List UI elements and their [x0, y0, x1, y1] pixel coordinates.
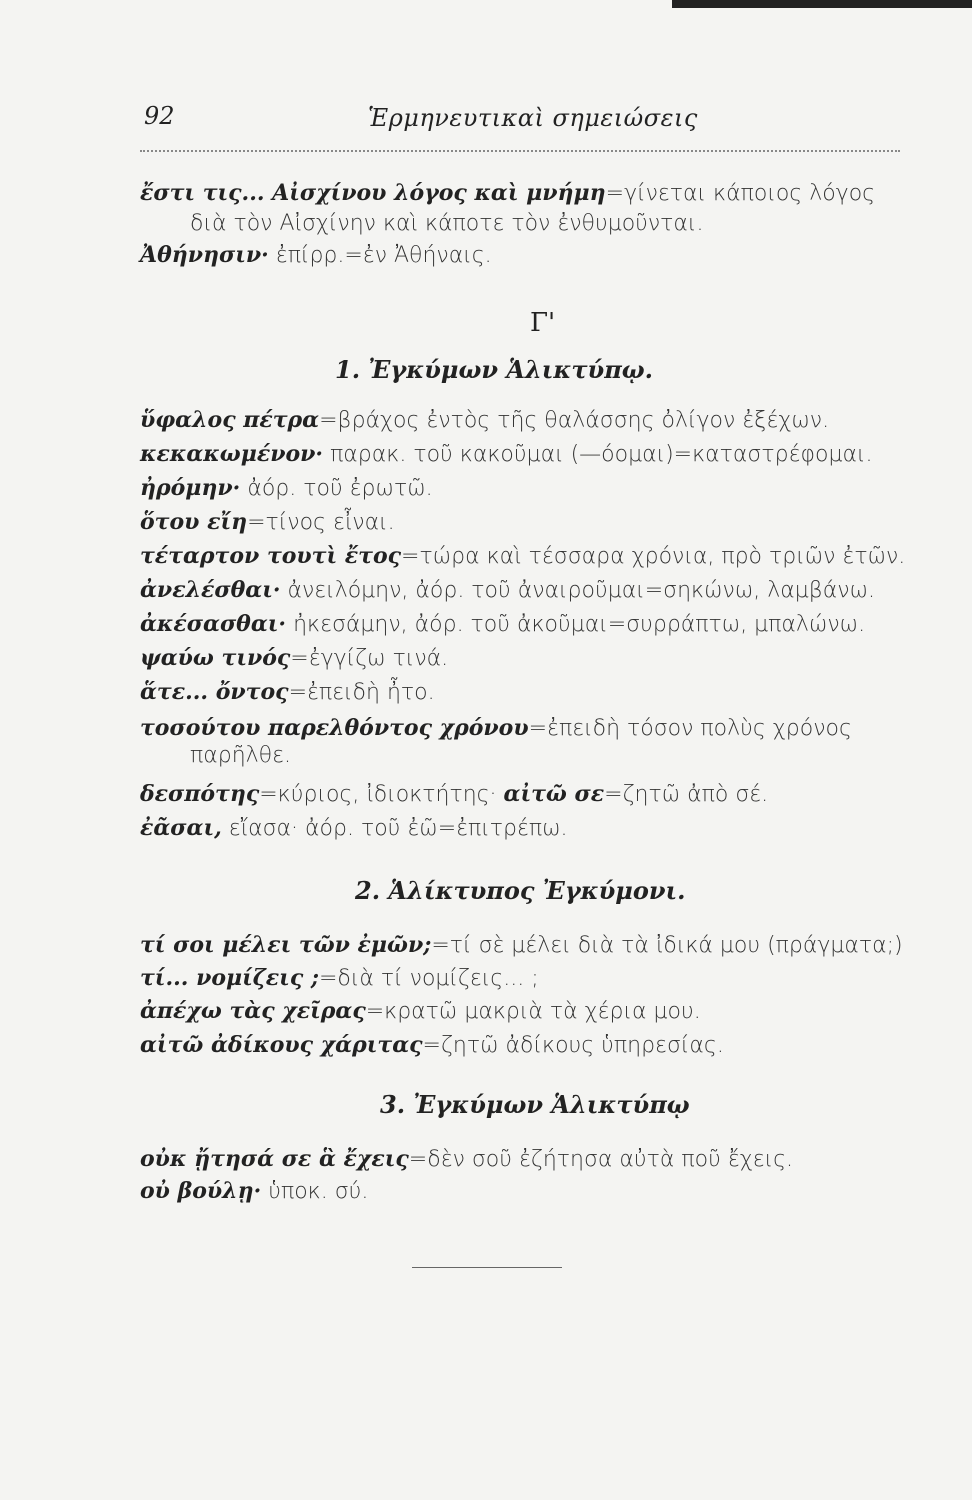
entry-line: δεσπότης=κύριος, ἰδιοκτήτης· αἰτῶ σε=ζητῶ ἀπὸ σέ.: [140, 781, 769, 807]
entry-line: κεκακωμένον· παρακ. τοῦ κακοῦμαι (—όομαι)=καταστρέφομαι.: [140, 441, 873, 467]
scan-edge-shadow: [672, 0, 972, 8]
entry-line: ἔστι τις... Αἰσχίνου λόγος καὶ μνήμη=γίνεται κάποιος λόγος: [140, 180, 876, 206]
entry-line: ἀπέχω τὰς χεῖρας=κρατῶ μακριὰ τὰ χέρια μου.: [140, 998, 701, 1024]
entry-line: τί σοι μέλει τῶν ἐμῶν;=τί σὲ μέλει διὰ τὰ ἰδικά μου (πράγματα;): [140, 932, 903, 958]
entry-line: ἐᾶσαι, εἴασα· ἀόρ. τοῦ ἐῶ=ἐπιτρέπω.: [140, 815, 568, 841]
entry-line: ὕφαλος πέτρα=βράχος ἐντὸς τῆς θαλάσσης ὀλίγον ἐξέχων.: [140, 407, 830, 433]
section-heading: 3. Ἐγκύμων Ἁλικτύπῳ: [380, 1090, 690, 1119]
entry-line: οὐκ ᾔτησά σε ἃ ἔχεις=δὲν σοῦ ἐζήτησα αὐτὰ ποῦ ἔχεις.: [140, 1146, 794, 1172]
page-number: 92: [144, 102, 175, 130]
entry-line: τέταρτον τουτὶ ἔτος=τώρα καὶ τέσσαρα χρόνια, πρὸ τριῶν ἐτῶν.: [140, 543, 906, 569]
entry-line: αἰτῶ ἀδίκους χάριτας=ζητῶ ἀδίκους ὑπηρεσίας.: [140, 1032, 724, 1058]
entry-line: ἠρόμην· ἀόρ. τοῦ ἐρωτῶ.: [140, 475, 433, 501]
entry-line: ὅτου εἴη=τίνος εἶναι.: [140, 509, 395, 535]
section-letter: Γ': [530, 308, 556, 338]
entry-line: τοσούτου παρελθόντος χρόνου=ἐπειδὴ τόσον πολὺς χρόνος: [140, 715, 852, 741]
entry-line: ψαύω τινός=ἐγγίζω τινά.: [140, 645, 449, 671]
entry-line: ἀκέσασθαι· ἠκεσάμην, ἀόρ. τοῦ ἀκοῦμαι=συρράπτω, μπαλώνω.: [140, 611, 866, 637]
entry-line: διὰ τὸν Αἰσχίνην καὶ κάποτε τὸν ἐνθυμοῦνται.: [190, 211, 704, 236]
entry-line: οὐ βούλῃ· ὑποκ. σύ.: [140, 1178, 369, 1204]
end-rule: [412, 1267, 562, 1268]
section-heading: 2. Ἁλίκτυπος Ἐγκύμονι.: [355, 876, 686, 905]
entry-line: ἅτε... ὄντος=ἐπειδὴ ἦτο.: [140, 679, 435, 705]
entry-line: τί... νομίζεις ;=διὰ τί νομίζεις... ;: [140, 965, 539, 991]
page-header: [140, 100, 900, 152]
running-title: Ἑρμηνευτικαὶ σημειώσεις: [368, 104, 698, 132]
section-heading: 1. Ἐγκύμων Ἁλικτύπῳ.: [335, 355, 653, 384]
entry-line: ἀνελέσθαι· ἀνειλόμην, ἀόρ. τοῦ ἀναιροῦμαι=σηκώνω, λαμβάνω.: [140, 577, 875, 603]
entry-line: παρῆλθε.: [190, 743, 292, 768]
entry-line: Ἀθήνησιν· ἐπίρρ.=ἐν Ἀθήναις.: [140, 242, 492, 268]
